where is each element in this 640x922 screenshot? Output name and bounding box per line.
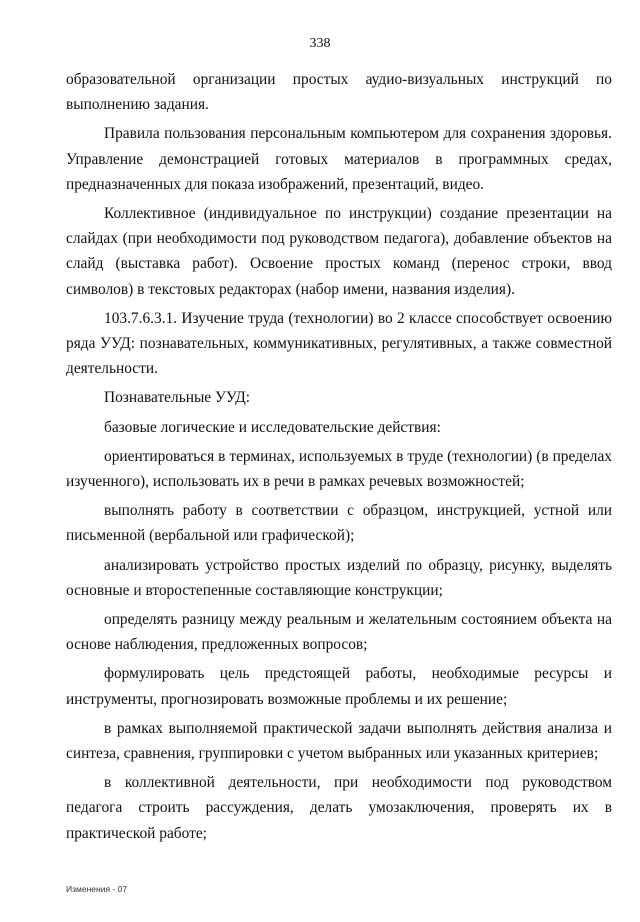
list-item: определять разницу между реальным и желательным состоянием объекта на основе наблюдения, предложенных вопросов; xyxy=(66,611,612,654)
footer-revision-note: Изменения - 07 xyxy=(66,884,128,894)
subsection-heading: базовые логические и исследовательские действия: xyxy=(104,418,441,436)
paragraph-continuation: образовательной организации простых аудио-визуальных инструкций по выполнению задания. xyxy=(66,71,612,114)
list-item: формулировать цель предстоящей работы, необходимые ресурсы и инструменты, прогнозировать возможные проблемы и их решение; xyxy=(66,665,612,708)
body-text xyxy=(66,67,612,846)
list-item: выполнять работу в соответствии с образцом, инструкцией, устной или письменной (вербальной или графической); xyxy=(66,502,612,545)
list-item: в рамках выполняемой практической задачи выполнять действия анализа и синтеза, сравнения, группировки с учетом выбранных или указанных критериев; xyxy=(66,719,612,763)
list-item: ориентироваться в терминах, используемых в труде (технологии) (в пределах изученного), использовать их в речи в рамках речевых возможностей; xyxy=(66,447,612,491)
section-heading: Познавательные УУД: xyxy=(104,389,250,407)
list-item: анализировать устройство простых изделий по образцу, рисунку, выделять основные и второстепенные составляющие конструкции; xyxy=(66,556,612,599)
page-number: 338 xyxy=(309,36,331,51)
paragraph: Коллективное (индивидуальное по инструкции) создание презентации на слайдах (при необходимости под руководством педагога), добавление объектов на слайд (выставка работ). Освоение простых команд (перенос строки, ввод символов) в текстовых редакторах (набор имени, названия изделия). xyxy=(66,205,612,298)
list-item: в коллективной деятельности, при необходимости под руководством педагога строить рассуждения, делать умозаключения, проверять их в практической работе; xyxy=(66,774,612,842)
paragraph: Правила пользования персональным компьютером для сохранения здоровья. Управление демонстрацией готовых материалов в программных средах, предназначенных для показа изображений, презентаций, видео. xyxy=(66,125,612,193)
paragraph: 103.7.6.3.1. Изучение труда (технологии) во 2 классе способствует освоению ряда УУД: познавательных, коммуникативных, регулятивных, а также совместной деятельности. xyxy=(66,309,612,378)
